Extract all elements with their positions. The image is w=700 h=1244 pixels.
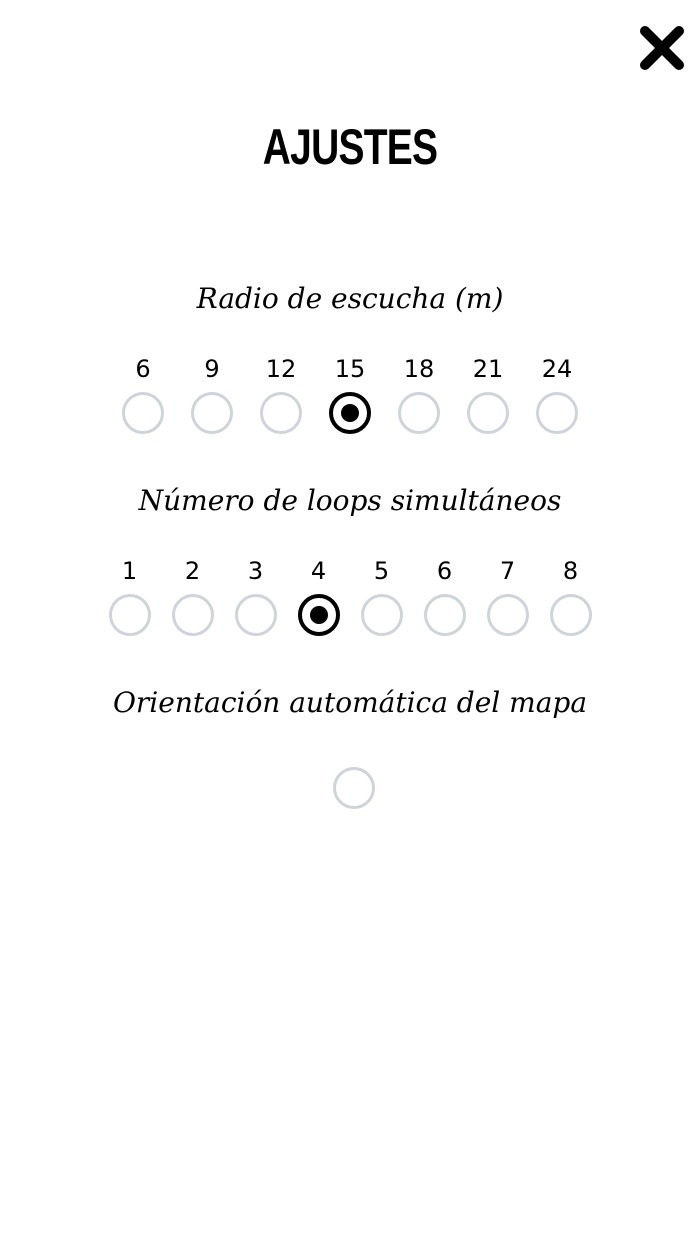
loops-radio[interactable]: [361, 594, 403, 636]
radius-option-label: 21: [472, 355, 504, 383]
radius-option-label: 18: [403, 355, 435, 383]
loops-option-label: 8: [562, 557, 579, 585]
loops-radio[interactable]: [424, 594, 466, 636]
listening-radius-options: [0, 354, 700, 434]
radius-option-12[interactable]: [250, 354, 312, 434]
loops-option-label: 3: [247, 557, 264, 585]
close-icon: [636, 22, 688, 74]
loops-radio[interactable]: [235, 594, 277, 636]
radius-option-15[interactable]: [319, 354, 381, 434]
loops-option-label: 5: [373, 557, 390, 585]
radius-option-label: 9: [204, 355, 220, 383]
radius-radio[interactable]: [329, 392, 371, 434]
radius-option-6[interactable]: [112, 354, 174, 434]
loops-option-2[interactable]: [164, 556, 222, 636]
loops-option-label: 2: [184, 557, 201, 585]
loops-radio[interactable]: [550, 594, 592, 636]
loops-option-3[interactable]: [227, 556, 285, 636]
radius-radio[interactable]: [467, 392, 509, 434]
page-title: AJUSTES: [262, 119, 438, 175]
loops-radio[interactable]: [487, 594, 529, 636]
radius-option-21[interactable]: [457, 354, 519, 434]
loops-radio[interactable]: [109, 594, 151, 636]
radius-radio[interactable]: [191, 392, 233, 434]
loops-radio[interactable]: [172, 594, 214, 636]
radius-option-label: 15: [334, 355, 366, 383]
map-orientation-label: Orientación automática del mapa: [112, 686, 588, 719]
loops-option-5[interactable]: [353, 556, 411, 636]
loops-radio[interactable]: [298, 594, 340, 636]
radius-option-label: 12: [265, 355, 297, 383]
loops-option-label: 4: [310, 557, 327, 585]
radius-radio[interactable]: [398, 392, 440, 434]
radius-option-label: 24: [541, 355, 573, 383]
radius-option-24[interactable]: [526, 354, 588, 434]
listening-radius-label: Radio de escucha (m): [196, 282, 504, 315]
loops-option-6[interactable]: [416, 556, 474, 636]
radius-option-label: 6: [135, 355, 151, 383]
radius-option-18[interactable]: [388, 354, 450, 434]
loops-option-7[interactable]: [479, 556, 537, 636]
radius-radio[interactable]: [260, 392, 302, 434]
close-button[interactable]: [636, 22, 688, 74]
radius-radio[interactable]: [536, 392, 578, 434]
loops-option-label: 6: [436, 557, 453, 585]
loops-option-1[interactable]: [101, 556, 159, 636]
radius-radio[interactable]: [122, 392, 164, 434]
simultaneous-loops-label: Número de loops simultáneos: [138, 484, 562, 517]
radius-option-9[interactable]: [181, 354, 243, 434]
loops-option-label: 7: [499, 557, 516, 585]
simultaneous-loops-options: [0, 556, 700, 636]
loops-option-8[interactable]: [542, 556, 600, 636]
loops-option-4[interactable]: [290, 556, 348, 636]
loops-option-label: 1: [121, 557, 138, 585]
map-orientation-toggle[interactable]: [333, 767, 375, 809]
